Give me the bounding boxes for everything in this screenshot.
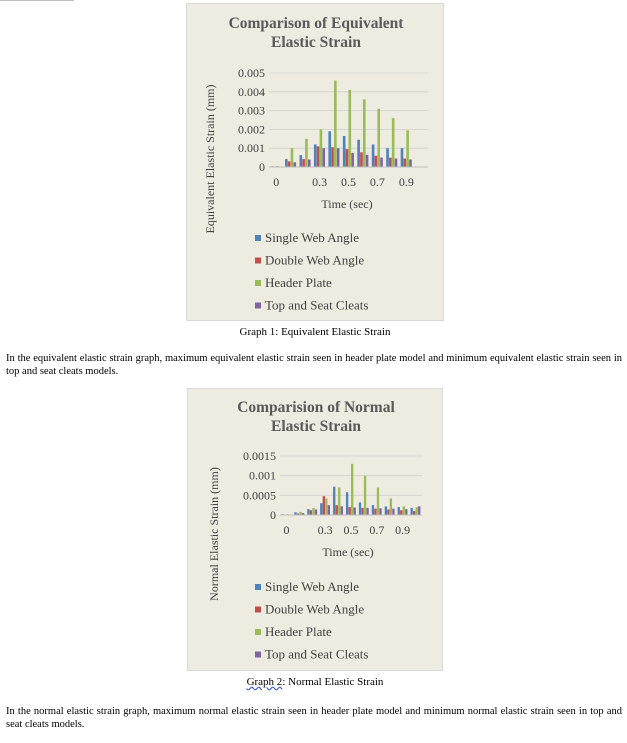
y-axis-label: Normal Elastic Strain (mm)	[207, 467, 221, 601]
x-tick-label: 0.3	[312, 175, 328, 189]
bar	[398, 507, 400, 515]
bar	[361, 508, 363, 515]
bar	[386, 148, 389, 167]
bar	[336, 505, 338, 515]
graph2-caption-prefix: Graph 2	[246, 676, 283, 688]
bar	[320, 129, 323, 167]
bar	[337, 148, 340, 167]
bar	[413, 511, 415, 515]
bar	[341, 506, 343, 515]
y-axis-label: Equivalent Elastic Strain (mm)	[203, 84, 217, 234]
bar	[333, 487, 335, 515]
legend-swatch	[255, 303, 261, 309]
bar	[317, 146, 320, 167]
y-tick-label: 0.0005	[243, 488, 276, 503]
legend-swatch	[255, 258, 261, 264]
normal-strain-chart-svg	[188, 389, 444, 672]
legend-label: Double Web Angle	[265, 252, 365, 268]
bar	[375, 156, 378, 167]
legend-swatch	[255, 629, 261, 635]
y-tick-label: 0.001	[238, 141, 265, 156]
bar	[377, 109, 380, 167]
bar	[385, 506, 387, 515]
top-rule	[0, 0, 74, 1]
bar	[312, 508, 314, 515]
bar	[409, 159, 412, 167]
bar	[310, 510, 312, 515]
bar	[390, 498, 392, 515]
equivalent-strain-chart	[186, 3, 444, 321]
bar	[343, 136, 346, 167]
chart-title-line: Elastic Strain	[271, 34, 361, 51]
bar	[366, 508, 368, 515]
equivalent-strain-chart-svg	[187, 4, 445, 322]
chart-title-line: Comparision of Normal	[237, 399, 395, 416]
bar	[416, 507, 418, 515]
bar	[320, 503, 322, 515]
bar	[305, 139, 308, 167]
x-axis-label: Time (sec)	[321, 197, 373, 211]
bar	[380, 158, 383, 167]
bar	[285, 159, 288, 167]
bar	[331, 147, 334, 167]
bar	[351, 464, 353, 515]
bar	[294, 162, 297, 167]
x-tick-label: 0.9	[395, 523, 411, 537]
x-tick-label: 0	[283, 523, 290, 537]
x-tick-label: 0.5	[341, 175, 356, 189]
y-tick-label: 0.004	[238, 84, 265, 99]
chart-title-line: Comparison of Equivalent	[228, 15, 404, 32]
bar	[392, 118, 395, 167]
x-tick-label: 0.3	[317, 523, 333, 537]
bar	[395, 159, 398, 167]
bar	[307, 509, 309, 515]
graph2-caption	[187, 676, 443, 688]
legend-label: Single Web Angle	[265, 579, 360, 594]
bar	[338, 487, 340, 515]
legend-swatch	[255, 652, 261, 658]
chart-title-line: Elastic Strain	[271, 418, 361, 435]
bar	[288, 161, 291, 167]
y-tick-label: 0.001	[249, 468, 276, 483]
bar	[363, 99, 366, 167]
bar	[389, 158, 392, 167]
bar	[325, 498, 327, 515]
bar	[302, 159, 305, 167]
legend-swatch	[255, 607, 261, 613]
y-tick-label: 0.002	[238, 122, 265, 137]
bar	[351, 153, 354, 167]
graph1-caption-text: Graph 1: Equivalent Elastic Strain	[239, 326, 391, 338]
legend-swatch	[255, 280, 261, 286]
x-tick-label: 0.7	[369, 523, 385, 537]
bar	[354, 508, 356, 515]
legend-label: Header Plate	[265, 275, 332, 290]
bar	[299, 155, 302, 167]
bar	[372, 144, 375, 167]
bar	[405, 509, 407, 515]
normal-strain-chart	[187, 388, 443, 671]
bar	[411, 508, 413, 515]
bar	[372, 505, 374, 515]
y-tick-label: 0	[270, 508, 276, 522]
bar	[401, 148, 404, 167]
bar	[379, 508, 381, 515]
bar	[360, 152, 363, 167]
x-axis-label: Time (sec)	[322, 545, 374, 559]
legend-label: Top and Seat Cleats	[265, 646, 369, 662]
bar	[346, 492, 348, 515]
x-tick-label: 0.7	[369, 175, 385, 189]
bar	[349, 90, 352, 167]
graph1-caption	[186, 326, 444, 338]
legend-label: Header Plate	[265, 624, 332, 639]
bar	[315, 509, 317, 515]
legend-swatch	[255, 235, 261, 241]
y-tick-label: 0.003	[238, 103, 265, 118]
bar	[377, 487, 379, 515]
paragraph-normal-strain: In the normal elastic strain graph, maximum normal elastic strain seen in header plate model and minimum normal elastic strain seen in top and seat cleats models.	[6, 706, 622, 730]
bar	[418, 506, 420, 515]
x-tick-label: 0.5	[343, 523, 359, 537]
bar	[359, 502, 361, 515]
y-tick-label: 0	[259, 160, 265, 174]
bar	[357, 140, 360, 167]
bar	[322, 148, 325, 167]
x-tick-label: 0	[273, 175, 280, 189]
bar	[314, 144, 317, 167]
bar	[334, 81, 337, 167]
bar	[328, 131, 331, 167]
graph2-caption-suffix: : Normal Elastic Strain	[282, 676, 384, 688]
bar	[348, 507, 350, 515]
bar	[374, 509, 376, 515]
bar	[403, 159, 406, 167]
bar	[406, 130, 409, 167]
x-tick-label: 0.9	[398, 175, 414, 189]
bar	[364, 476, 366, 515]
bar	[346, 149, 349, 167]
bar	[403, 506, 405, 515]
paragraph-equivalent-strain: In the equivalent elastic strain graph, maximum equivalent elastic strain seen in header plate model and minimum equivalent elastic strain seen in top and seat cleats models.	[6, 353, 622, 377]
bar	[291, 148, 294, 167]
bar	[387, 509, 389, 515]
bar	[400, 510, 402, 515]
legend-label: Double Web Angle	[265, 601, 365, 617]
legend-swatch	[255, 584, 261, 590]
legend-label: Single Web Angle	[265, 230, 360, 245]
bar	[308, 159, 311, 167]
y-tick-label: 0.0015	[243, 449, 276, 463]
bar	[323, 496, 325, 515]
y-tick-label: 0.005	[238, 66, 265, 80]
bar	[392, 509, 394, 515]
legend-label: Top and Seat Cleats	[265, 297, 369, 313]
bar	[366, 155, 369, 167]
bar	[328, 505, 330, 515]
